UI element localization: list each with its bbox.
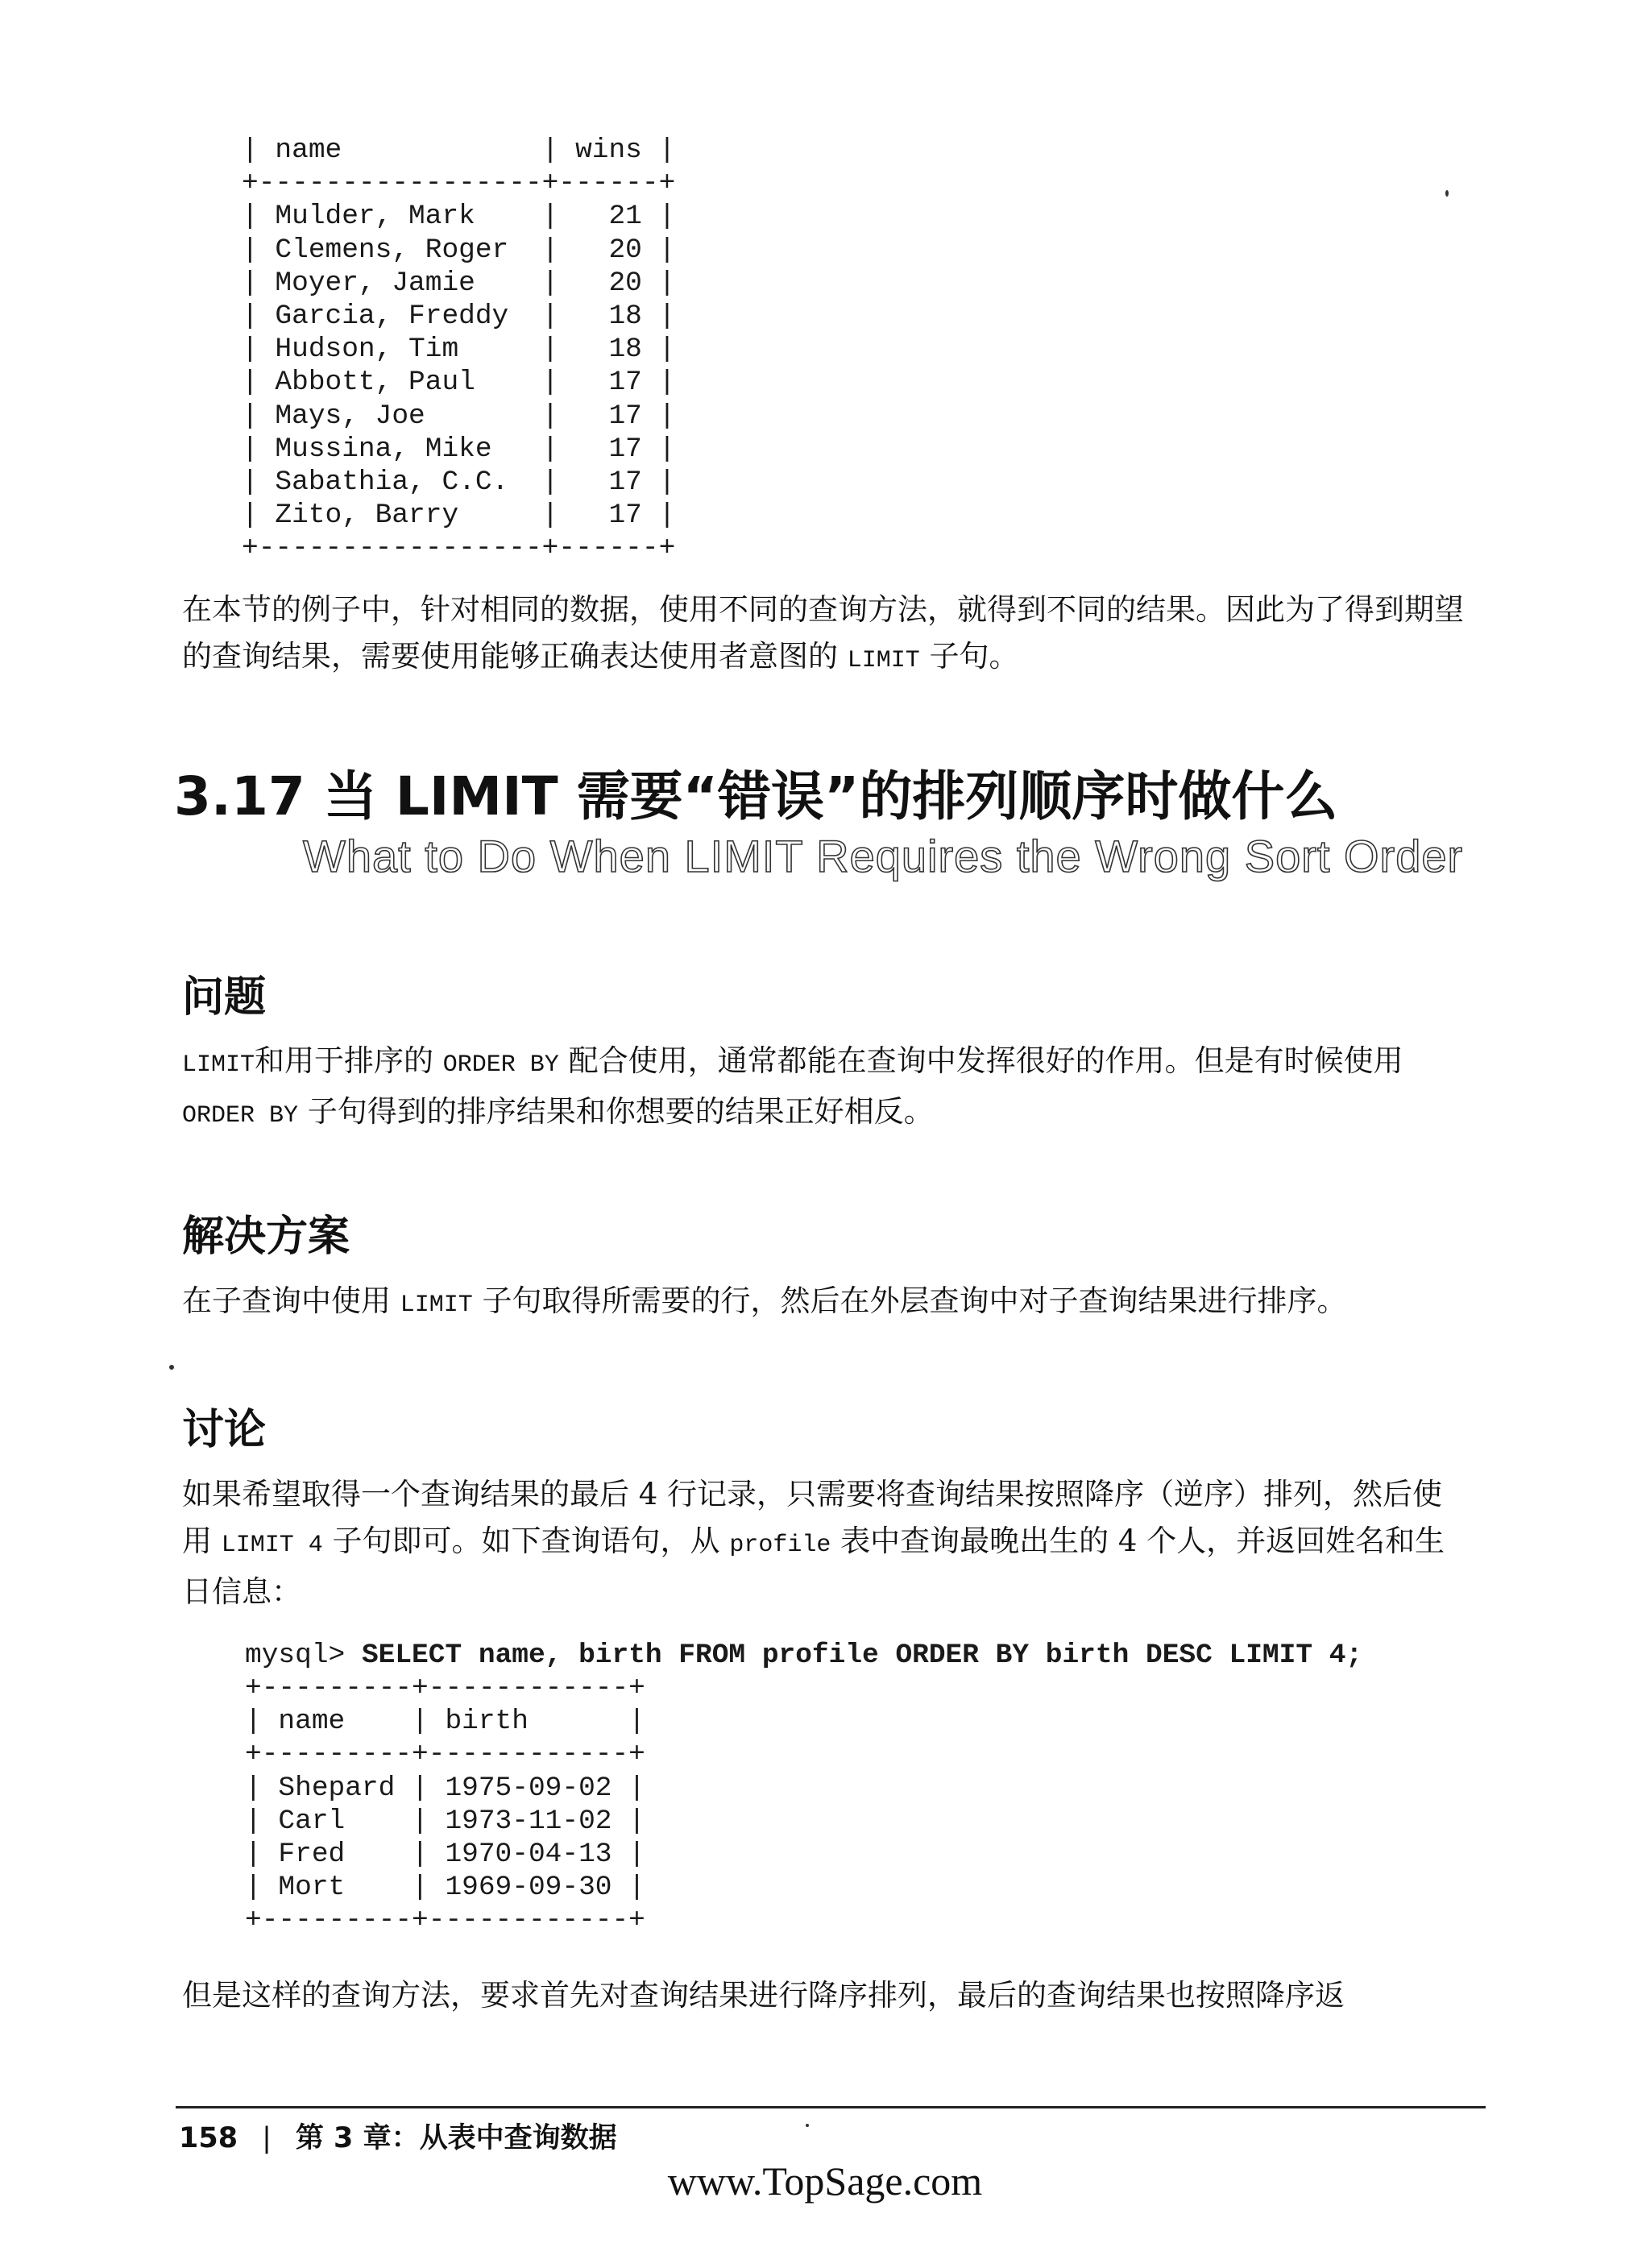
solution-heading: 解决方案 bbox=[182, 1213, 350, 1261]
query-result-table: +---------+------------+ | name | birth | +---------+------------+ | Shepard | 1975-09-02 | | Carl | 1973-11-02 | | Fred | 1970-04-13 | | Mort | 1969-09-30 | +---------+------------+ bbox=[245, 1673, 645, 1937]
scan-speck bbox=[1445, 190, 1449, 197]
problem-heading: 问题 bbox=[182, 973, 267, 1022]
discussion-heading: 讨论 bbox=[182, 1406, 267, 1454]
top-result-table: | name | wins | +-----------------+------+ | Mulder, Mark | 21 | | Clemens, Roger | 20 | | Moyer, Jamie | 20 | | Garcia, Freddy | 18 | | Hudson, Tim | 18 | | Abbott, Paul | 17 | | Mays, Joe | 17 | | Mussina, Mike | 17 | | Sabathia, C.C. | 17 | | Zito, Barry | 17 | +-----------------+------+ bbox=[242, 135, 676, 565]
page-number: 158 bbox=[179, 2122, 238, 2154]
section-subtitle: What to Do When LIMIT Requires the Wrong Sort Order bbox=[303, 831, 1464, 881]
chapter-title: 第 3 章：从表中查询数据 bbox=[295, 2122, 617, 2154]
problem-paragraph: LIMIT和用于排序的 ORDER BY 配合使用，通常都能在查询中发挥很好的作用。但是有时候使用 ORDER BY 子句得到的排序结果和你想要的结果正好相反。 bbox=[182, 1043, 1403, 1130]
page-footer bbox=[179, 2116, 617, 2156]
solution-paragraph: 在子查询中使用 LIMIT 子句取得所需要的行，然后在外层查询中对子查询结果进行排序。 bbox=[182, 1283, 1347, 1319]
query-line: mysql> SELECT name, birth FROM profile ORDER BY birth DESC LIMIT 4; bbox=[245, 1640, 1363, 1671]
intro-paragraph: 在本节的例子中，针对相同的数据，使用不同的查询方法，就得到不同的结果。因此为了得到期望的查询结果，需要使用能够正确表达使用者意图的 LIMIT 子句。 bbox=[182, 592, 1464, 674]
discussion-paragraph: 如果希望取得一个查询结果的最后 4 行记录，只需要将查询结果按照降序（逆序）排列，然后使用 LIMIT 4 子句即可。如下查询语句，从 profile 表中查询最晚出生的 4 个人，并返回姓名和生日信息： bbox=[182, 1477, 1445, 1609]
footer-rule bbox=[176, 2106, 1486, 2108]
scan-speck bbox=[806, 2124, 809, 2127]
section-title: 3.17 当 LIMIT 需要“错误”的排列顺序时做什么 bbox=[174, 765, 1338, 827]
watermark-url: www.TopSage.com bbox=[667, 2158, 983, 2204]
scan-speck bbox=[169, 1365, 174, 1370]
closing-paragraph: 但是这样的查询方法，要求首先对查询结果进行降序排列，最后的查询结果也按照降序返 bbox=[182, 1978, 1345, 2013]
footer-separator: | bbox=[262, 2122, 272, 2154]
